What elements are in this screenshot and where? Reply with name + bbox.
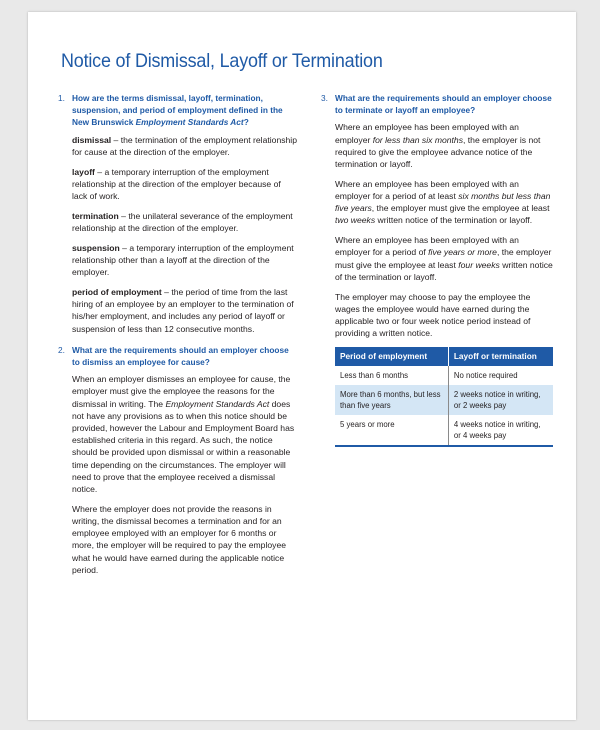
question-number: 2. — [58, 344, 65, 355]
term: dismissal — [72, 134, 112, 145]
paragraph: Where the employer does not provide the reasons in writing, the dismissal becomes a termination and for an employee employed with an employer for 6 months or more, the employer will be required to pay the employee what he would have earned during the applicable notice period. — [72, 503, 287, 575]
definition-suspension: suspension – a temporary interruption of the employment relationship other than a layoff at the direction of the employer. — [72, 242, 294, 278]
table-row — [335, 415, 553, 446]
question-number: 1. — [58, 93, 65, 103]
paragraph: The employer may choose to pay the employee the wages the employee would have earned during the applicable two or four week notice period instead of providing a written notice. — [335, 291, 531, 339]
paragraph: Where an employee has been employed with an employer for a period of five years or more, the employer must give the employee at least four weeks written notice of the termination or layoff. — [335, 235, 553, 282]
question-3: 3. What are the requirements should an employer choose to terminate or layoff an employee? — [321, 93, 552, 116]
question-2: 2. What are the requirements should an employer choose to dismiss an employee for cause? — [58, 344, 289, 368]
question-number: 3. — [321, 93, 328, 103]
table-cell: 5 years or more — [335, 415, 448, 446]
definition-period-of-employment: period of employment – the period of time from the last hiring of an employee by an employer to the termination of his/her employment, and includes any period of layoff or suspension of less than 12 consecutive months. — [72, 287, 294, 334]
table-row — [335, 366, 553, 385]
table-cell: No notice required — [453, 371, 518, 381]
table-header: Layoff or termination — [448, 347, 553, 366]
table-cell: Less than 6 months — [335, 366, 448, 385]
document-page — [28, 12, 576, 720]
right-column — [321, 92, 553, 447]
table-header-row — [335, 347, 553, 366]
term: termination — [72, 210, 119, 221]
definition-layoff: layoff – a temporary interruption of the employment relationship at the direction of the employer because of lack of work. — [72, 166, 281, 202]
left-column — [58, 92, 298, 584]
table-cell: 2 weeks notice in writing, or 2 weeks pay — [448, 385, 553, 415]
paragraph: When an employer dismisses an employee for cause, the employer must give the employee the reasons for the dismissal in writing. The Employment Standards Act does not have any provisions as to when this notice should be provided, however the Labour and Employment Board has established criteria in this regard. As such, the notice should be provided upon dismissal or within a reasonable time depending on the circumstances. The employer will need to prove that the employee received a dismissal notice. — [72, 374, 295, 495]
page-title: Notice of Dismissal, Layoff or Termination — [61, 50, 383, 72]
table-cell: More than 6 months, but less than five years — [335, 385, 448, 415]
notice-table — [335, 347, 553, 447]
term: layoff — [72, 166, 95, 177]
paragraph: Where an employee has been employed with an employer for a period of at least six months but less than five years, the employer must give the employee at least two weeks written notice of the termination or layoff. — [335, 178, 551, 226]
table-row — [335, 385, 553, 415]
definition-dismissal: dismissal – the termination of the employment relationship for cause at the direction of the employer. — [72, 134, 297, 157]
paragraph: Where an employee has been employed with an employer for less than six months, the employer is not required to give the employee advance notice of the termination or layoff. — [335, 122, 541, 170]
definition-termination: termination – the unilateral severance of the employment relationship at the direction of the employer. — [72, 210, 293, 234]
term: period of employment — [72, 287, 162, 298]
question-1: 1. How are the terms dismissal, layoff, termination, suspension, and period of employment defined in the New Brunswick Employment Standards Act? — [58, 93, 283, 128]
table-cell: 4 weeks notice in writing, or 4 weeks pay — [448, 415, 553, 446]
table-header: Period of employment — [335, 347, 448, 366]
term: suspension — [72, 242, 120, 253]
